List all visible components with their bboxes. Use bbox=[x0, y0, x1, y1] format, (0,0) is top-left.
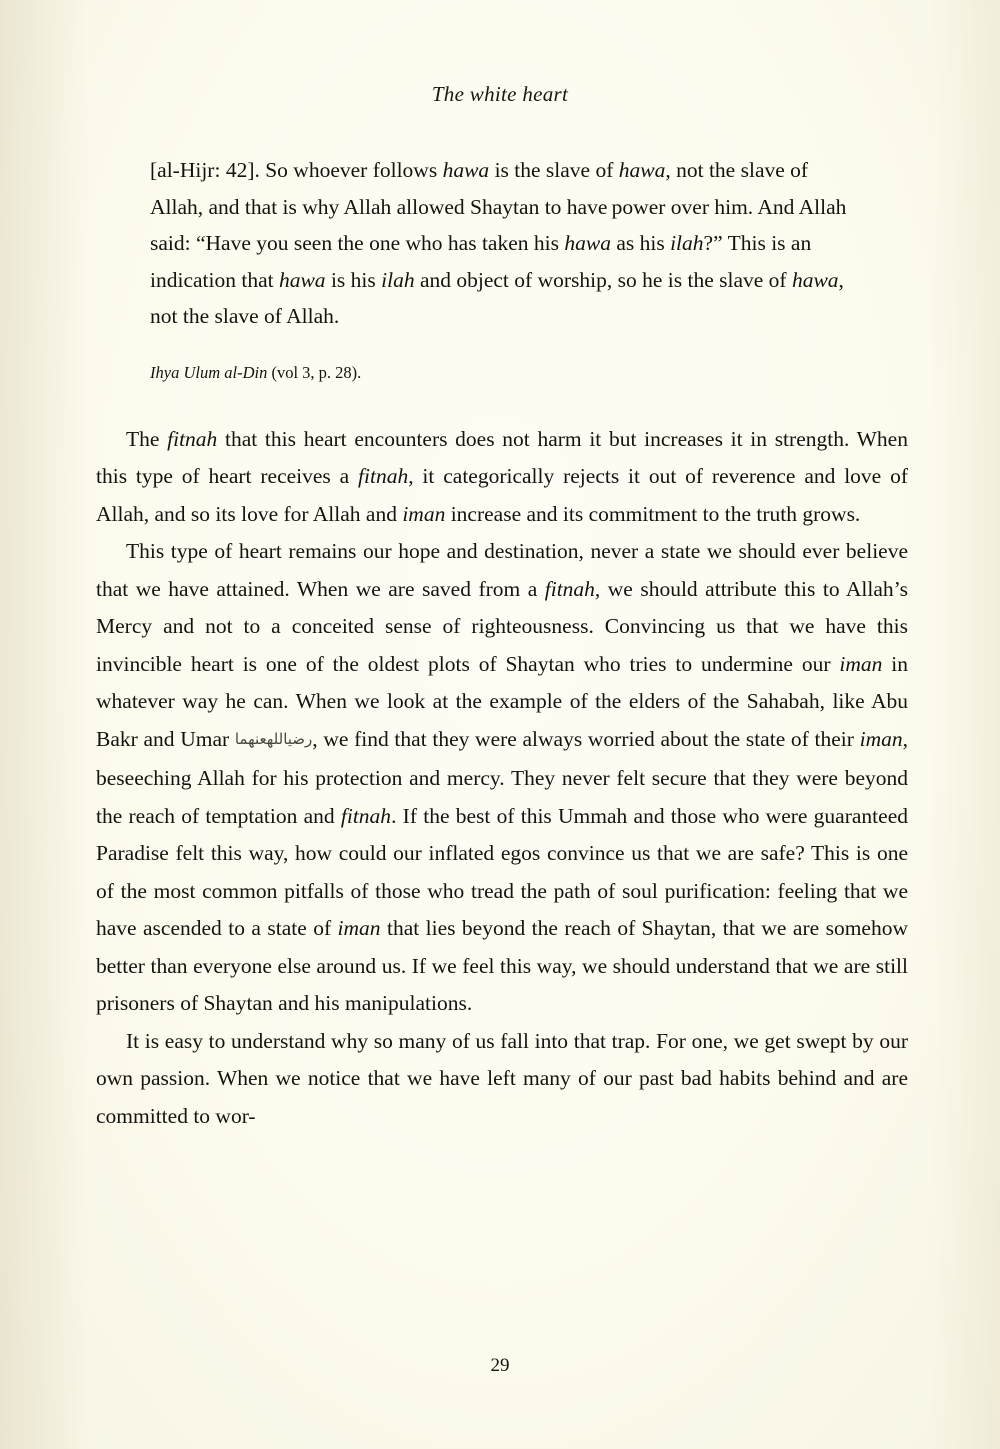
blockquote-citation bbox=[150, 361, 850, 385]
page-content bbox=[96, 152, 908, 1135]
body-text bbox=[96, 421, 908, 1136]
blockquote-paragraph: [al-Hijr: 42]. So whoever follows hawa is the slave of hawa, not the slave of Allah, and that is why Allah allowed Shaytan to have power over him. And Allah said: “Have you seen the one who has taken his hawa as his ilah?” This is an indication that hawa is his ilah and object of worship, so he is the slave of hawa, not the slave of Allah. bbox=[150, 158, 847, 328]
paragraph-fitnah: The fitnah that this heart encounters does not harm it but increases it in strength. When this type of heart receives a fitnah, it categorically rejects it out of reverence and love of Allah, and so its love for Allah and iman increase and its commitment to the truth grows. bbox=[96, 426, 908, 526]
running-head: The white heart bbox=[431, 82, 569, 106]
honorific-glyph: رضياللهعنهما bbox=[234, 729, 313, 748]
citation-ref: (vol 3, p. 28). bbox=[267, 362, 362, 382]
page-number: 29 bbox=[490, 1355, 510, 1376]
citation-source: Ihya Ulum al-Din bbox=[150, 362, 268, 382]
paragraph-trap: It is easy to understand why so many of us fall into that trap. For one, we get swept by our own passion. When we notice that we have left many of our past bad habits behind and are committed to wor- bbox=[96, 1028, 908, 1128]
paragraph-hope: This type of heart remains our hope and destination, never a state we should ever believe that we have attained. When we are saved from a fitnah, we should attribute this to Allah’s Mercy and not to a conceited sense of righteousness. Convincing us that we have this invincible heart is one of the oldest plots of Shaytan who tries to undermine our iman in whatever way he can. When we look at the example of the elders of the Sahabah, like Abu Bakr and Umar رضياللهعنهما, we find that they were always worried about the state of their iman, beseeching Allah for his protection and mercy. They never felt secure that they were beyond the reach of temptation and fitnah. If the best of this Ummah and those who were guaranteed Paradise felt this way, how could our inflated egos convince us that we are safe? This is one of the most common pitfalls of those who tread the path of soul purification: feeling that we have ascended to a state of iman that lies beyond the reach of Shaytan, that we are somehow better than everyone else around us. If we feel this way, we should understand that we are still prisoners of Shaytan and his manipulations. bbox=[96, 539, 908, 1015]
blockquote bbox=[150, 152, 850, 335]
